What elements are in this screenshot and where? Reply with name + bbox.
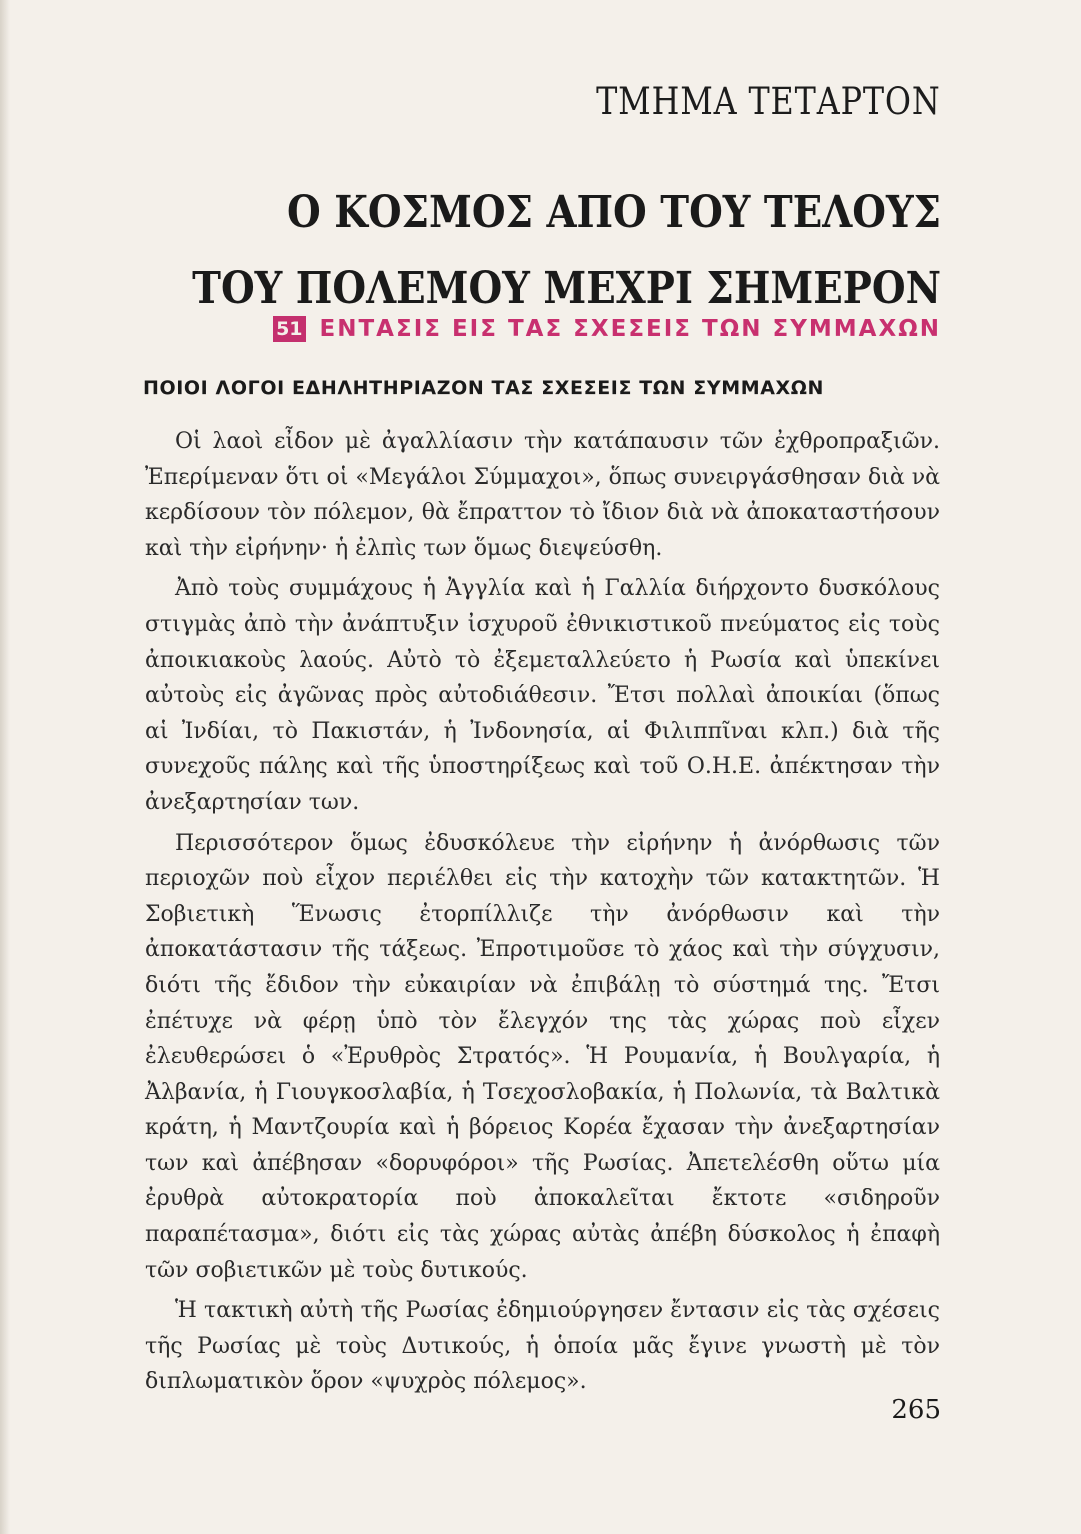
lesson-title: ΕΝΤΑΣΙΣ ΕΙΣ ΤΑΣ ΣΧΕΣΕΙΣ ΤΩΝ ΣΥΜΜΑΧΩΝ bbox=[319, 316, 941, 342]
body-text bbox=[145, 424, 940, 1405]
chapter-title bbox=[192, 175, 941, 327]
paragraph: Οἱ λαοὶ εἶδον μὲ ἀγαλλίασιν τὴν κατάπαυσιν τῶν ἐχθροπραξιῶν. Ἐπερίμεναν ὅτι οἱ «Μεγάλοι Σύμμαχοι», ὅπως συνειργάσθησαν διὰ νὰ κερδίσουν τὸν πόλεμον, θὰ ἔπραττον τὸ ἴδιον διὰ νὰ ἀποκαταστήσουν καὶ τὴν εἰρήνην· ἡ ἐλπὶς των ὅμως διεψεύσθη. bbox=[145, 429, 940, 561]
chapter-title-line-2: ΤΟΥ ΠΟΛΕΜΟΥ ΜΕΧΡΙ ΣΗΜΕΡΟΝ bbox=[192, 263, 941, 314]
chapter-title-line-1: Ο ΚΟΣΜΟΣ ΑΠΟ ΤΟΥ ΤΕΛΟΥΣ bbox=[286, 187, 941, 238]
subheading: ΠΟΙΟΙ ΛΟΓΟΙ ΕΔΗΛΗΤΗΡΙΑΖΟΝ ΤΑΣ ΣΧΕΣΕΙΣ ΤΩΝ ΣΥΜΜΑΧΩΝ bbox=[143, 377, 825, 399]
lesson-number-badge: 51 bbox=[273, 316, 305, 342]
page-binding-shadow bbox=[0, 0, 10, 1534]
page-number: 265 bbox=[891, 1395, 941, 1425]
paragraph: Ἀπὸ τοὺς συμμάχους ἡ Ἀγγλία καὶ ἡ Γαλλία διήρχοντο δυσκόλους στιγμὰς ἀπὸ τὴν ἀνάπτυξιν ἰσχυροῦ ἐθνικιστικοῦ πνεύματος εἰς τοὺς ἀποικιακοὺς λαούς. Αὐτὸ τὸ ἐξεμεταλλεύετο ἡ Ρωσία καὶ ὑπεκίνει αὐτοὺς εἰς ἀγῶνας πρὸς αὐτοδιάθεσιν. Ἔτσι πολλαὶ ἀποικίαι (ὅπως αἱ Ἰνδίαι, τὸ Πακιστάν, ἡ Ἰνδονησία, αἱ Φιλιππῖναι κλπ.) διὰ τῆς συνεχοῦς πάλης καὶ τῆς ὑποστηρίξεως καὶ τοῦ Ο.Η.Ε. ἀπέκτησαν τὴν ἀνεξαρτησίαν των. bbox=[145, 576, 940, 815]
paragraph: Ἡ τακτικὴ αὐτὴ τῆς Ρωσίας ἐδημιούργησεν ἔντασιν εἰς τὰς σχέσεις τῆς Ρωσίας μὲ τοὺς Δυτικούς, ἡ ὁποία μᾶς ἔγινε γνωστὴ μὲ τὸν διπλωματικὸν ὅρον «ψυχρὸς πόλεμος». bbox=[145, 1298, 940, 1395]
section-label: ΤΜΗΜΑ ΤΕΤΑΡΤΟΝ bbox=[596, 80, 941, 123]
paragraph: Περισσότερον ὅμως ἐδυσκόλευε τὴν εἰρήνην ἡ ἀνόρθωσις τῶν περιοχῶν ποὺ εἶχον περιέλθει εἰς τὴν κατοχὴν τῶν κατακτητῶν. Ἡ Σοβιετικὴ Ἕνωσις ἐτορπίλλιζε τὴν ἀνόρθωσιν καὶ τὴν ἀποκατάστασιν τῆς τάξεως. Ἐπροτιμοῦσε τὸ χάος καὶ τὴν σύγχυσιν, διότι τῆς ἔδιδον τὴν εὐκαιρίαν νὰ ἐπιβάλῃ τὸ σύστημά της. Ἔτσι ἐπέτυχε νὰ φέρῃ ὑπὸ τὸν ἔλεγχόν της τὰς χώρας ποὺ εἶχεν ἐλευθερώσει ὁ «Ἐρυθρὸς Στρατός». Ἡ Ρουμανία, ἡ Βουλγαρία, ἡ Ἀλβανία, ἡ Γιουγκοσλαβία, ἡ Τσεχοσλοβακία, ἡ Πολωνία, τὰ Βαλτικὰ κράτη, ἡ Μαντζουρία καὶ ἡ βόρειος Κορέα ἔχασαν τὴν ἀνεξαρτησίαν των καὶ ἀπέβησαν «δορυφόροι» τῆς Ρωσίας. Ἀπετελέσθη οὕτω μία ἐρυθρὰ αὐτοκρατορία ποὺ ἀποκαλεῖται ἔκτοτε «σιδηροῦν παραπέτασμα», διότι εἰς τὰς χώρας αὐτὰς ἀπέβη δύσκολος ἡ ἐπαφὴ τῶν σοβιετικῶν μὲ τοὺς δυτικούς. bbox=[145, 830, 940, 1283]
lesson-heading bbox=[273, 316, 941, 342]
